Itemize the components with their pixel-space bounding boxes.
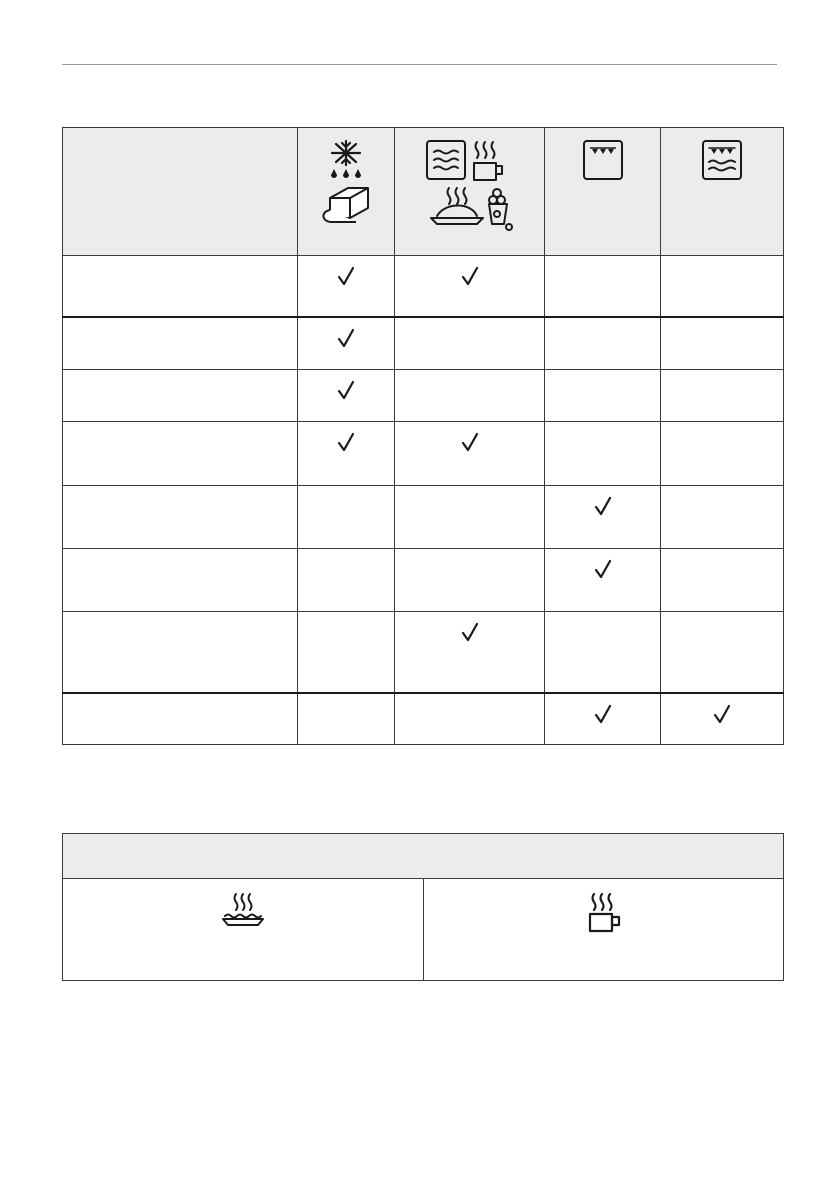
check-icon <box>337 328 355 348</box>
combi-grill-icon <box>700 138 744 182</box>
function-table <box>62 127 784 745</box>
row-label <box>63 317 298 370</box>
reheat-modes-table <box>62 833 784 981</box>
cell-grill <box>545 612 661 694</box>
reheat-mode-plate <box>63 879 424 981</box>
table-header-row <box>63 128 784 256</box>
header-label-cell <box>63 128 298 256</box>
table-row <box>63 422 784 486</box>
cell-defrost <box>298 693 395 745</box>
reheat-mode-cup <box>424 879 784 981</box>
table-row <box>63 612 784 694</box>
row-label <box>63 612 298 694</box>
table-row <box>63 317 784 370</box>
cell-combi-grill <box>661 486 784 549</box>
grill-icon <box>581 138 625 182</box>
check-icon <box>594 704 612 724</box>
cell-combi-grill <box>661 612 784 694</box>
cell-microwave-reheat <box>395 612 545 694</box>
cell-microwave-reheat <box>395 549 545 612</box>
cell-microwave-reheat <box>395 256 545 318</box>
table-row <box>63 486 784 549</box>
top-rule <box>62 64 777 65</box>
defrost-icon <box>316 138 376 233</box>
cell-combi-grill <box>661 549 784 612</box>
column-microwave-reheat <box>395 128 545 256</box>
cell-defrost <box>298 317 395 370</box>
reheat-plate-icon <box>219 891 267 931</box>
cell-defrost <box>298 370 395 422</box>
reheat-modes-header <box>63 834 784 879</box>
check-icon <box>461 622 479 642</box>
cell-grill <box>545 486 661 549</box>
row-label <box>63 370 298 422</box>
cell-microwave-reheat <box>395 486 545 549</box>
cell-combi-grill <box>661 256 784 318</box>
cell-grill <box>545 693 661 745</box>
cell-grill <box>545 549 661 612</box>
cell-defrost <box>298 422 395 486</box>
cell-microwave-reheat <box>395 693 545 745</box>
column-defrost <box>298 128 395 256</box>
check-icon <box>337 266 355 286</box>
cell-defrost <box>298 256 395 318</box>
cell-grill <box>545 422 661 486</box>
table-row <box>63 256 784 318</box>
check-icon <box>461 266 479 286</box>
microwave-reheat-icon <box>415 138 525 233</box>
cell-grill <box>545 370 661 422</box>
cell-grill <box>545 317 661 370</box>
row-label <box>63 422 298 486</box>
reheat-cup-icon <box>584 891 624 935</box>
column-combi-grill <box>661 128 784 256</box>
cell-defrost <box>298 612 395 694</box>
cell-combi-grill <box>661 693 784 745</box>
cell-defrost <box>298 486 395 549</box>
check-icon <box>337 380 355 400</box>
table-row <box>63 693 784 745</box>
check-icon <box>713 704 731 724</box>
cell-defrost <box>298 549 395 612</box>
column-grill <box>545 128 661 256</box>
check-icon <box>337 432 355 452</box>
row-label <box>63 486 298 549</box>
row-label <box>63 693 298 745</box>
check-icon <box>461 432 479 452</box>
cell-microwave-reheat <box>395 422 545 486</box>
cell-combi-grill <box>661 422 784 486</box>
row-label <box>63 256 298 318</box>
cell-microwave-reheat <box>395 317 545 370</box>
cell-combi-grill <box>661 317 784 370</box>
table-row <box>63 370 784 422</box>
cell-combi-grill <box>661 370 784 422</box>
check-icon <box>594 496 612 516</box>
table-row <box>63 549 784 612</box>
cell-grill <box>545 256 661 318</box>
row-label <box>63 549 298 612</box>
cell-microwave-reheat <box>395 370 545 422</box>
check-icon <box>594 559 612 579</box>
